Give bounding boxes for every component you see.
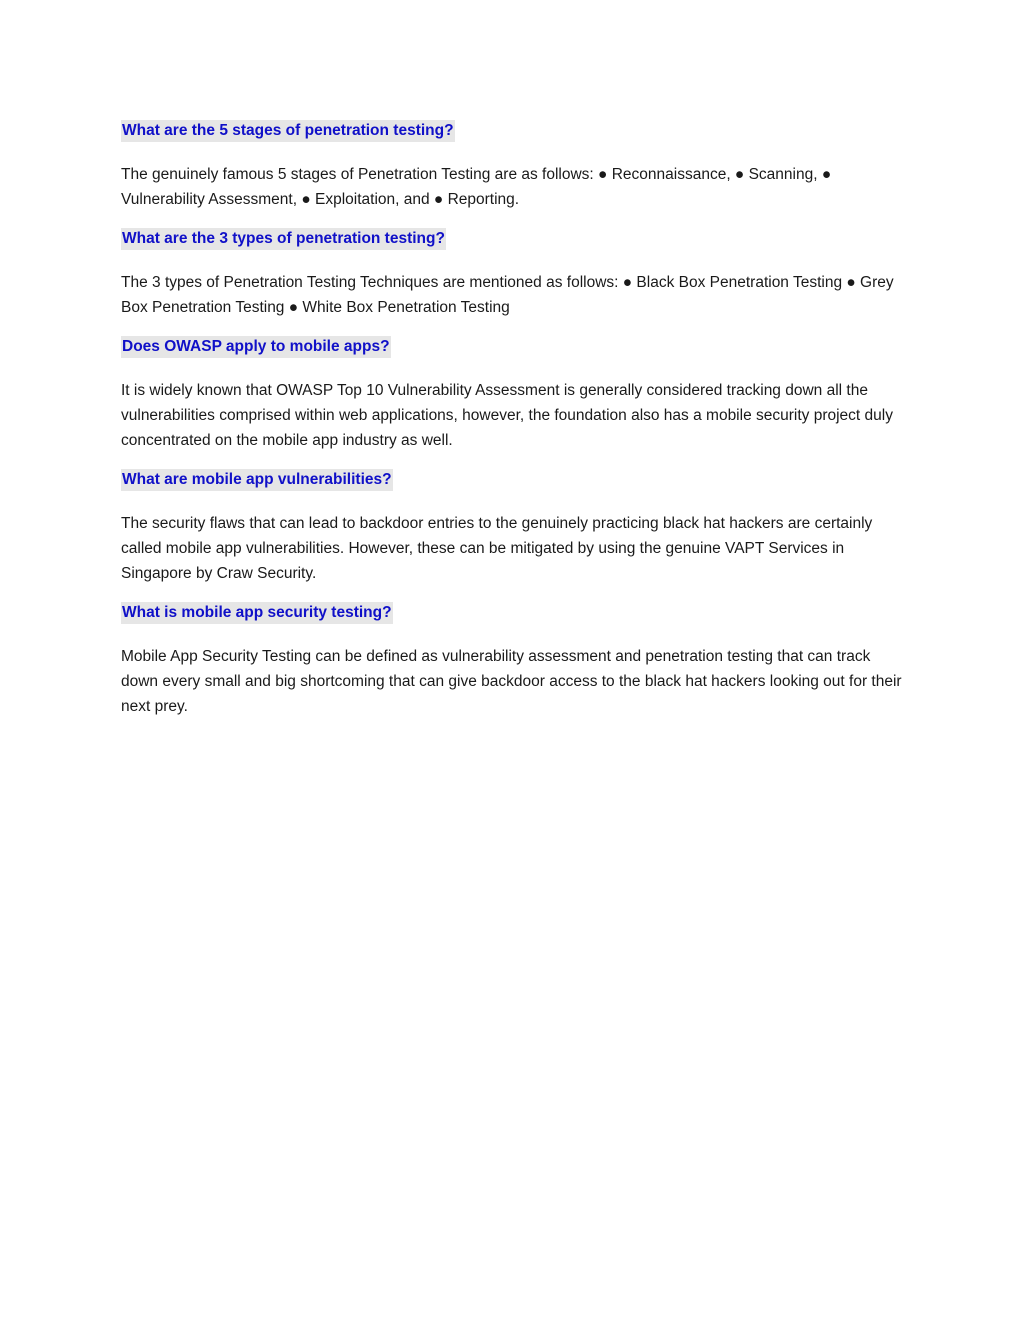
faq-item-mobile-vulnerabilities (121, 469, 911, 586)
faq-question: What is mobile app security testing? (121, 602, 393, 624)
faq-question: What are the 5 stages of penetration testing? (121, 120, 455, 142)
faq-answer: It is widely known that OWASP Top 10 Vulnerability Assessment is generally considered tracking down all the vulnerabilities comprised within web applications, however, the foundation also has a mobile security project duly concentrated on the mobile app industry as well. (121, 382, 893, 449)
faq-question: What are mobile app vulnerabilities? (121, 469, 393, 491)
faq-question: Does OWASP apply to mobile apps? (121, 336, 391, 358)
faq-answer: The genuinely famous 5 stages of Penetration Testing are as follows: ● Reconnaissance, ● Scanning, ● Vulnerability Assessment, ● Exploitation, and ● Reporting. (121, 166, 832, 208)
faq-item-penetration-stages (121, 120, 911, 212)
faq-item-penetration-types (121, 228, 911, 320)
faq-question: What are the 3 types of penetration testing? (121, 228, 446, 250)
faq-content (121, 120, 911, 735)
faq-answer: Mobile App Security Testing can be defined as vulnerability assessment and penetration testing that can track down every small and big shortcoming that can give backdoor access to the black hat hackers looking out for their next prey. (121, 648, 902, 715)
faq-item-owasp-mobile (121, 336, 911, 453)
faq-item-mobile-security-testing (121, 602, 911, 719)
faq-answer: The 3 types of Penetration Testing Techniques are mentioned as follows: ● Black Box Penetration Testing ● Grey Box Penetration Testing ● White Box Penetration Testing (121, 274, 894, 316)
faq-answer: The security flaws that can lead to backdoor entries to the genuinely practicing black hat hackers are certainly called mobile app vulnerabilities. However, these can be mitigated by using the genuine VAPT Services in Singapore by Craw Security. (121, 515, 873, 582)
